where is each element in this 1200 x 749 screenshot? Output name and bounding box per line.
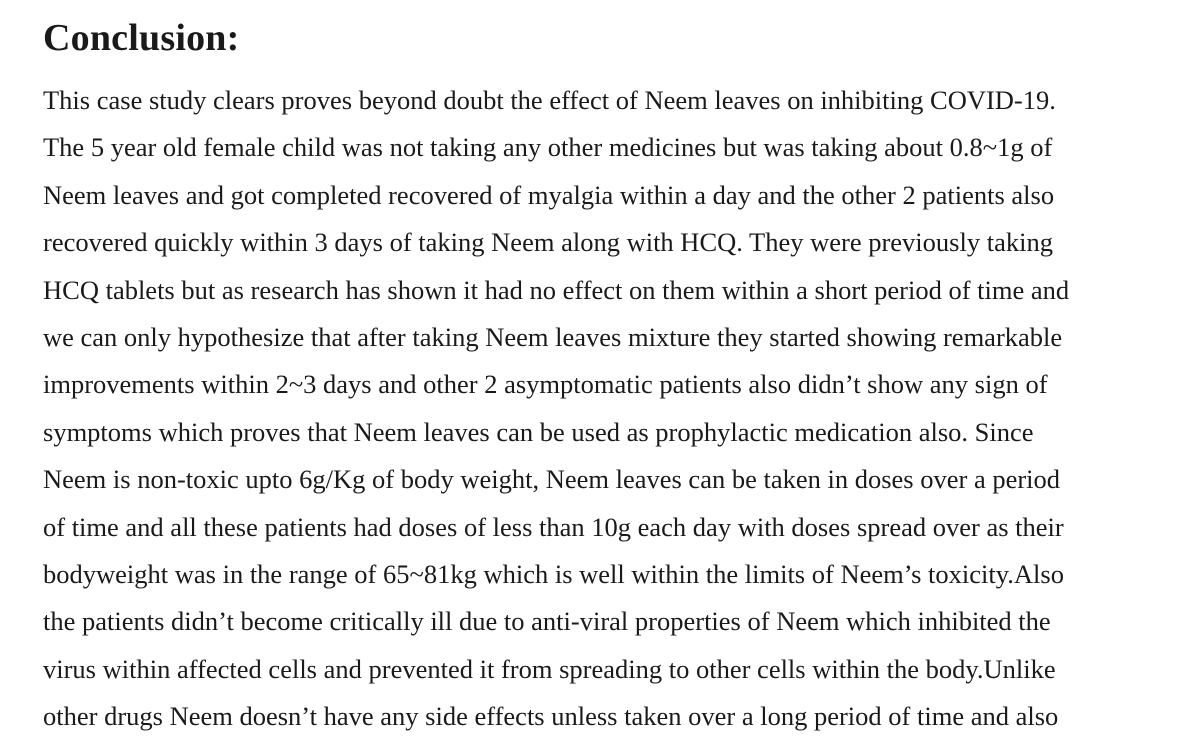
- paragraph-line: virus within affected cells and prevented it from spreading to other cells within the body.Unlike: [43, 653, 1056, 684]
- paragraph-line: Neem is non-toxic upto 6g/Kg of body weight, Neem leaves can be taken in doses over a period: [43, 464, 1061, 495]
- paragraph-line: the patients didn’t become critically ill due to anti-viral properties of Neem which inhibited the: [43, 606, 1051, 637]
- paragraph-line: of time and all these patients had doses of less than 10g each day with doses spread over as their: [43, 511, 1064, 542]
- paragraph-line: HCQ tablets but as research has shown it had no effect on them within a short period of time and: [43, 274, 1070, 305]
- section-heading: Conclusion:: [43, 17, 240, 59]
- paragraph-line: recovered quickly within 3 days of taking Neem along with HCQ. They were previously taking: [43, 227, 1053, 258]
- paragraph-line: other drugs Neem doesn’t have any side effects unless taken over a long period of time and also: [43, 701, 1059, 732]
- paragraph-line: bodyweight was in the range of 65~81kg which is well within the limits of Neem’s toxicity.Also: [43, 558, 1064, 589]
- paragraph-line: The 5 year old female child was not taking any other medicines but was taking about 0.8~1g of: [43, 132, 1053, 163]
- paragraph-line: improvements within 2~3 days and other 2 asymptomatic patients also didn’t show any sign of: [43, 369, 1048, 400]
- paragraph-line: Neem leaves and got completed recovered of myalgia within a day and the other 2 patients also: [43, 179, 1055, 210]
- conclusion-paragraph: [43, 77, 1183, 740]
- paragraph-line: we can only hypothesize that after taking Neem leaves mixture they started showing remarkable: [43, 321, 1063, 352]
- paragraph-line: This case study clears proves beyond doubt the effect of Neem leaves on inhibiting COVID-19.: [43, 85, 1056, 115]
- paragraph-line: symptoms which proves that Neem leaves can be used as prophylactic medication also. Since: [43, 416, 1034, 447]
